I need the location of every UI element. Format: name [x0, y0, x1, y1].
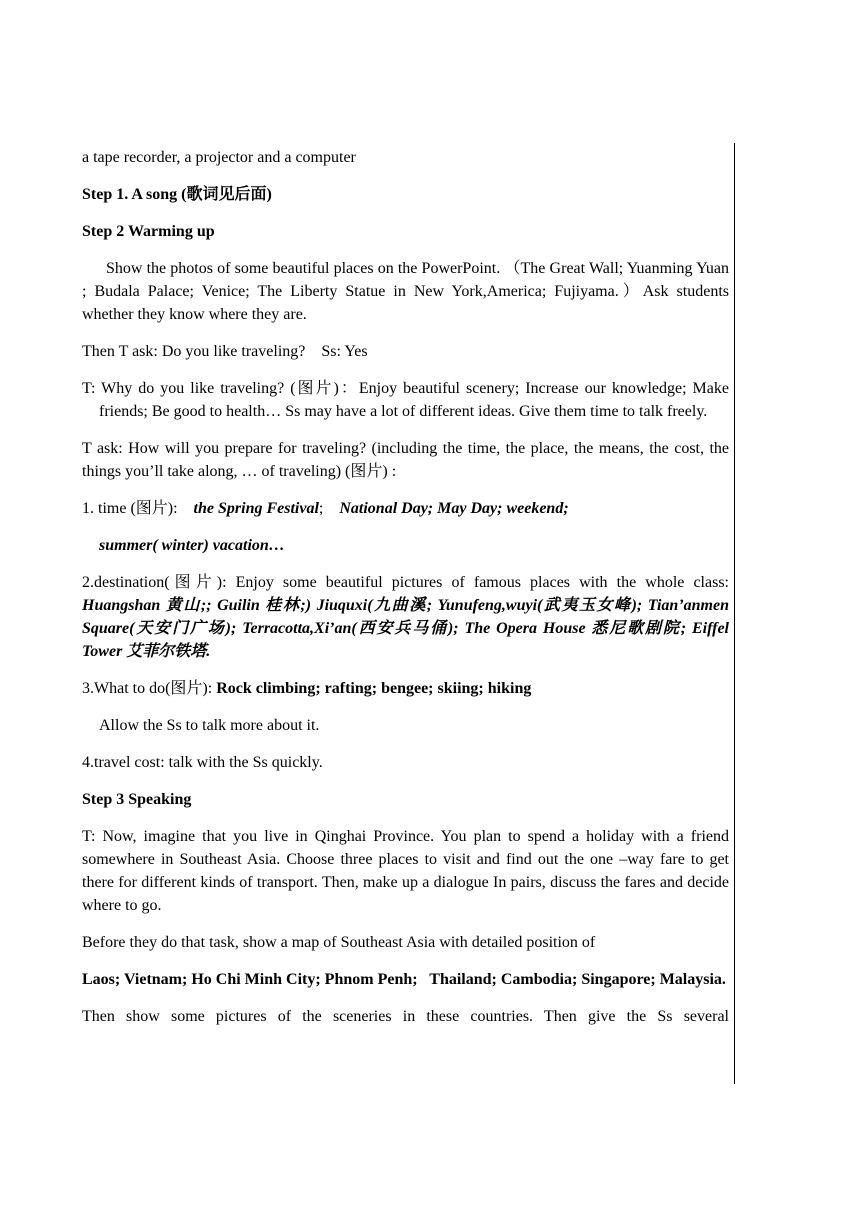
travel-cost-line: 4.travel cost: talk with the Ss quickly.	[82, 754, 323, 771]
destination-paragraph	[82, 571, 729, 663]
what-to-do-prefix: 3.What to do(图片):	[82, 680, 217, 697]
step1-heading: Step 1. A song (歌词见后面)	[82, 186, 272, 203]
time-item-spring-festival: the Spring Festival	[193, 500, 319, 517]
destination-prefix: 2.destination(图片): Enjoy some beautiful pictures of famous places with the whole class:	[82, 574, 729, 591]
prepare-paragraph: T ask: How will you prepare for traveling? (including the time, the place, the means, the cost, the things you’ll take along, … of traveling) (图片) :	[82, 440, 729, 480]
time-separator: ;	[318, 500, 340, 517]
why-traveling-paragraph: T: Why do you like traveling? (图片)：Enjoy beautiful scenery; Increase our knowledge; Make friends; Be good to health… Ss may have a lot of different ideas. Give them time to talk freely.	[82, 380, 729, 420]
step3-heading: Step 3 Speaking	[82, 791, 192, 808]
then-t-ask-line: Then T ask: Do you like traveling? Ss: Yes	[82, 343, 368, 360]
time-prefix: 1. time (图片):	[82, 500, 194, 517]
time-line	[82, 497, 729, 520]
allow-line: Allow the Ss to talk more about it.	[99, 717, 320, 734]
time-vacation-line: summer( winter) vacation…	[99, 537, 285, 554]
what-to-do-line	[82, 677, 729, 700]
destination-list: Huangshan 黄山;; Guilin 桂林;) Jiuquxi(九曲溪; Yunufeng,wuyi(武夷玉女峰); Tian’anmen Square(天安门广场); Terracotta,Xi’an(西安兵马俑); The Opera House 悉尼歌剧院; Eiffel Tower 艾菲尔铁塔.	[82, 597, 729, 660]
page-right-border	[734, 143, 735, 1084]
places-list-line: Laos; Vietnam; Ho Chi Minh City; Phnom Penh; Thailand; Cambodia; Singapore; Malaysia.	[82, 971, 726, 988]
before-task-line: Before they do that task, show a map of Southeast Asia with detailed position of	[82, 934, 596, 951]
speaking-paragraph: T: Now, imagine that you live in Qinghai Province. You plan to spend a holiday with a friend somewhere in Southeast Asia. Choose three places to visit and find out the one –way fare to get there for different kinds of transport. Then, make up a dialogue In pairs, discuss the fares and decide where to go.	[82, 828, 729, 914]
warmup-paragraph: Show the photos of some beautiful places on the PowerPoint. （The Great Wall; Yuanming Yuan ; Budala Palace; Venice; The Liberty Statue in New York,America; Fujiyama.）Ask students whether they know where they are.	[82, 260, 729, 323]
then-show-line: Then show some pictures of the sceneries in these countries. Then give the Ss several	[82, 1008, 729, 1025]
what-to-do-activities: Rock climbing; rafting; bengee; skiing; hiking	[216, 680, 532, 697]
time-items-holidays: National Day; May Day; weekend;	[339, 500, 569, 517]
document-body	[82, 146, 729, 1028]
step2-heading: Step 2 Warming up	[82, 223, 215, 240]
materials-line: a tape recorder, a projector and a computer	[82, 149, 356, 166]
